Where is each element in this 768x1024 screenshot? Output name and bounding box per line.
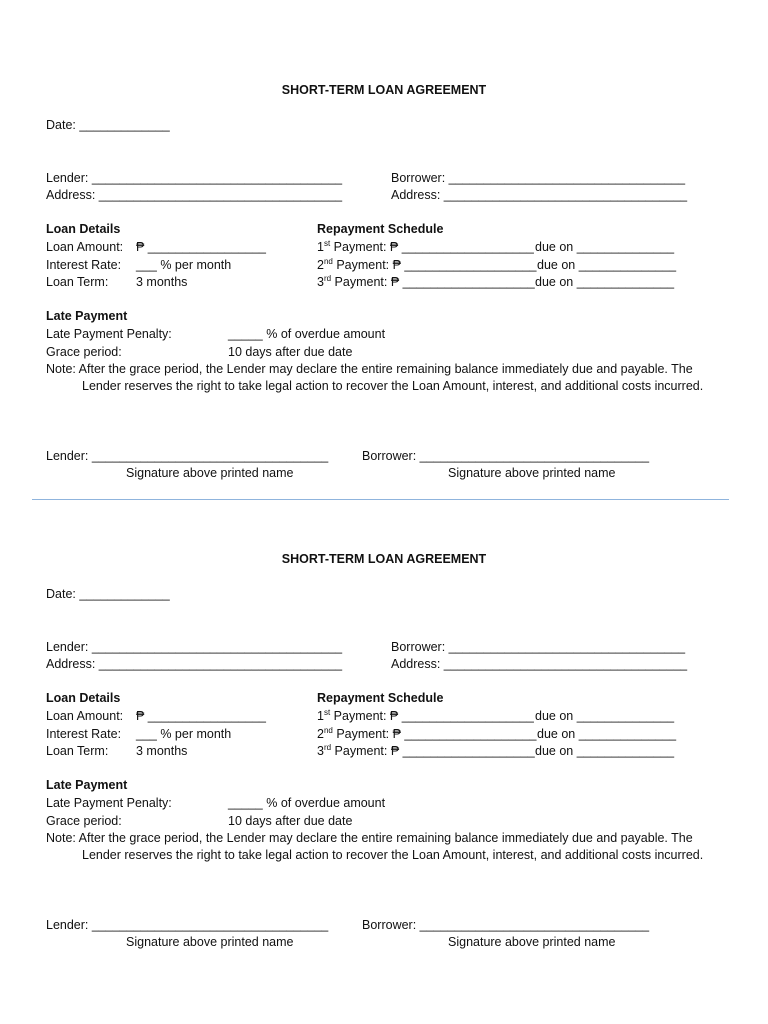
borrower-field: Borrower: __________________________________ xyxy=(391,640,686,654)
payment-2-due: due on ______________ xyxy=(537,258,677,272)
loan-term-value: 3 months xyxy=(136,275,188,289)
payment-2-suffix: nd xyxy=(323,257,333,266)
payment-2-ordinal: 2 xyxy=(317,727,324,741)
interest-rate-label: Interest Rate: xyxy=(46,258,122,272)
payment-2-line xyxy=(317,726,537,744)
lender-signature-line: Lender: __________________________________ xyxy=(46,918,329,932)
note-line-2: Lender reserves the right to take legal action to recover the Loan Amount, interest, and additional costs incurred. xyxy=(82,379,704,393)
payment-3-text: Payment: ₱ ___________________ xyxy=(331,744,535,758)
agreement-title: SHORT-TERM LOAN AGREEMENT xyxy=(281,552,487,566)
payment-2-suffix: nd xyxy=(323,726,333,735)
loan-amount-value: ₱ _________________ xyxy=(136,709,266,723)
payment-1-suffix: st xyxy=(323,708,331,717)
loan-term-value: 3 months xyxy=(136,744,188,758)
borrower-signature-caption: Signature above printed name xyxy=(448,466,616,480)
loan-term-label: Loan Term: xyxy=(46,744,109,758)
borrower-signature-caption: Signature above printed name xyxy=(448,935,616,949)
payment-1-text: Payment: ₱ ___________________ xyxy=(330,709,534,723)
payment-3-suffix: rd xyxy=(323,274,332,283)
interest-rate-value: ___ % per month xyxy=(136,258,232,272)
interest-rate-value: ___ % per month xyxy=(136,727,232,741)
date-field: Date: _____________ xyxy=(46,587,170,601)
loan-amount-label: Loan Amount: xyxy=(46,709,124,723)
repayment-schedule-heading: Repayment Schedule xyxy=(317,691,444,705)
payment-1-ordinal: 1 xyxy=(317,709,324,723)
repayment-schedule-heading: Repayment Schedule xyxy=(317,222,444,236)
payment-3-line xyxy=(317,743,535,761)
borrower-signature-line: Borrower: _________________________________ xyxy=(362,449,650,463)
note-line-1: Note: After the grace period, the Lender may declare the entire remaining balance immediately due and payable. The xyxy=(46,362,693,376)
grace-period-value: 10 days after due date xyxy=(228,814,353,828)
loan-agreement-form-2 xyxy=(0,469,768,949)
payment-1-line xyxy=(317,708,534,726)
lender-field: Lender: ____________________________________ xyxy=(46,171,343,185)
payment-2-line xyxy=(317,257,537,275)
penalty-label: Late Payment Penalty: xyxy=(46,327,172,341)
borrower-signature-line: Borrower: _________________________________ xyxy=(362,918,650,932)
payment-3-due: due on ______________ xyxy=(535,275,675,289)
lender-signature-caption: Signature above printed name xyxy=(126,935,294,949)
loan-details-heading: Loan Details xyxy=(46,222,121,236)
penalty-value: _____ % of overdue amount xyxy=(228,796,386,810)
loan-details-heading: Loan Details xyxy=(46,691,121,705)
grace-period-label: Grace period: xyxy=(46,814,122,828)
lender-signature-line: Lender: __________________________________ xyxy=(46,449,329,463)
loan-term-label: Loan Term: xyxy=(46,275,109,289)
lender-address-field: Address: ___________________________________ xyxy=(46,657,343,671)
borrower-field: Borrower: __________________________________ xyxy=(391,171,686,185)
grace-period-value: 10 days after due date xyxy=(228,345,353,359)
interest-rate-label: Interest Rate: xyxy=(46,727,122,741)
payment-3-due: due on ______________ xyxy=(535,744,675,758)
lender-address-field: Address: ___________________________________ xyxy=(46,188,343,202)
payment-2-due: due on ______________ xyxy=(537,727,677,741)
payment-2-text: Payment: ₱ ___________________ xyxy=(332,727,537,741)
payment-1-text: Payment: ₱ ___________________ xyxy=(330,240,534,254)
penalty-label: Late Payment Penalty: xyxy=(46,796,172,810)
payment-3-line xyxy=(317,274,535,292)
agreement-title: SHORT-TERM LOAN AGREEMENT xyxy=(281,83,487,97)
loan-amount-label: Loan Amount: xyxy=(46,240,124,254)
borrower-address-field: Address: ___________________________________ xyxy=(391,188,688,202)
payment-1-suffix: st xyxy=(323,239,331,248)
payment-2-text: Payment: ₱ ___________________ xyxy=(332,258,537,272)
payment-3-ordinal: 3 xyxy=(317,744,324,758)
payment-3-suffix: rd xyxy=(323,743,332,752)
grace-period-label: Grace period: xyxy=(46,345,122,359)
payment-1-ordinal: 1 xyxy=(317,240,324,254)
penalty-value: _____ % of overdue amount xyxy=(228,327,386,341)
late-payment-heading: Late Payment xyxy=(46,309,128,323)
loan-agreement-form-1 xyxy=(0,0,768,480)
lender-signature-caption: Signature above printed name xyxy=(126,466,294,480)
loan-amount-value: ₱ _________________ xyxy=(136,240,266,254)
payment-3-ordinal: 3 xyxy=(317,275,324,289)
note-line-2: Lender reserves the right to take legal action to recover the Loan Amount, interest, and additional costs incurred. xyxy=(82,848,704,862)
lender-field: Lender: ____________________________________ xyxy=(46,640,343,654)
borrower-address-field: Address: ___________________________________ xyxy=(391,657,688,671)
note-line-1: Note: After the grace period, the Lender may declare the entire remaining balance immediately due and payable. The xyxy=(46,831,693,845)
payment-3-text: Payment: ₱ ___________________ xyxy=(331,275,535,289)
late-payment-heading: Late Payment xyxy=(46,778,128,792)
payment-1-due: due on ______________ xyxy=(535,240,675,254)
date-field: Date: _____________ xyxy=(46,118,170,132)
payment-1-due: due on ______________ xyxy=(535,709,675,723)
payment-2-ordinal: 2 xyxy=(317,258,324,272)
payment-1-line xyxy=(317,239,534,257)
